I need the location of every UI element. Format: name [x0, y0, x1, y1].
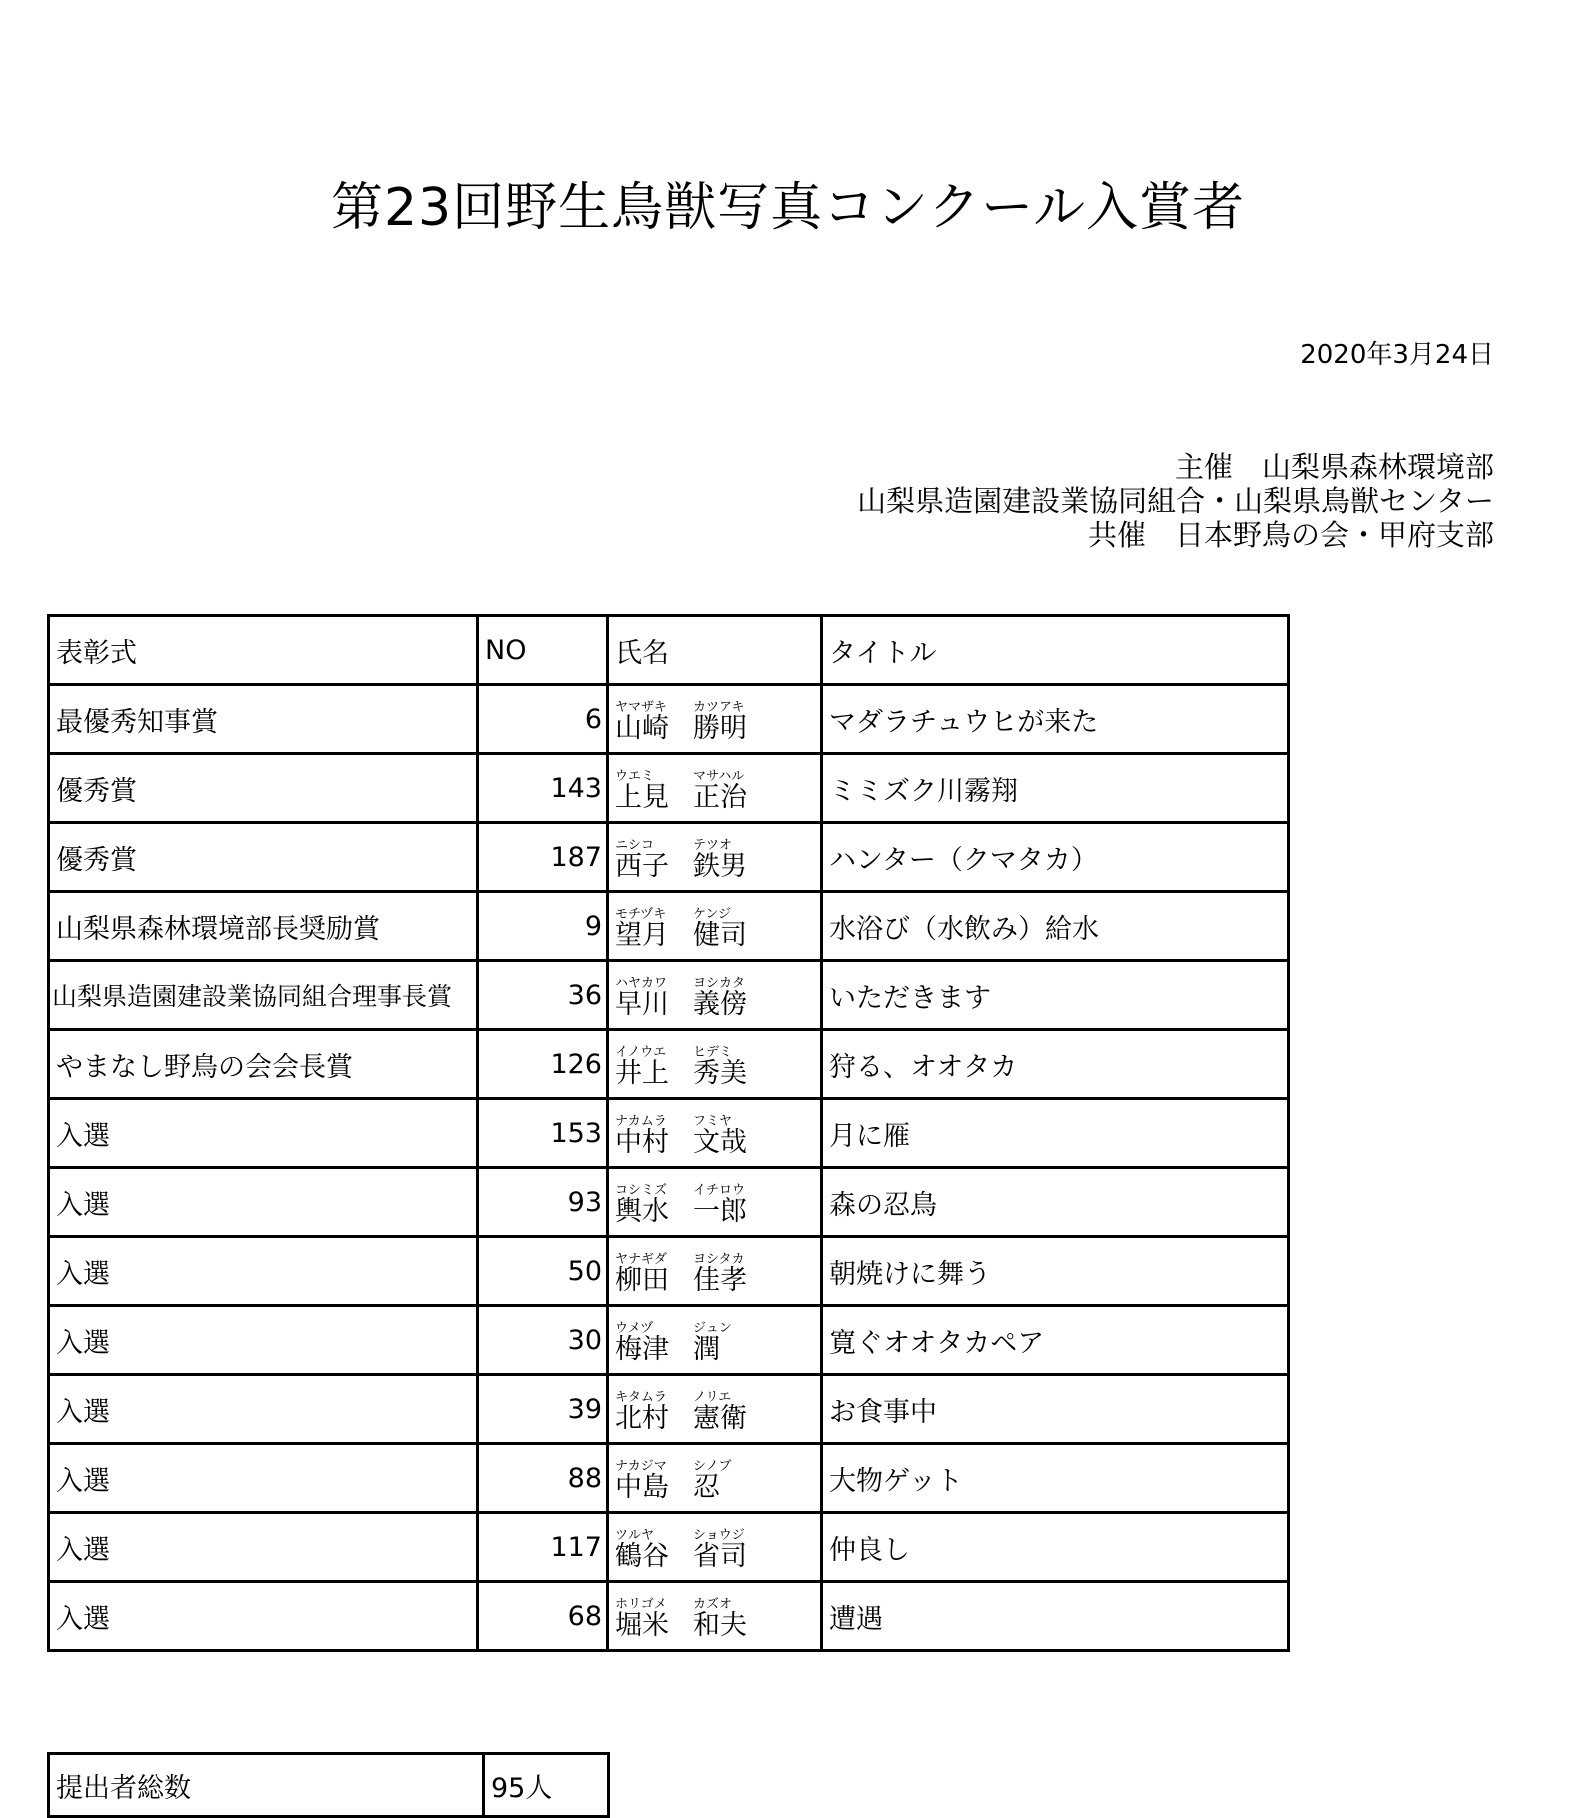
- given-name-kanji: 健司: [693, 920, 747, 951]
- surname: [615, 896, 695, 950]
- table-row: [49, 1582, 1289, 1651]
- photo-title-cell: ハンター（クマタカ）: [822, 823, 1289, 892]
- given-name-kanji: 鉄男: [693, 851, 747, 882]
- organizers-block: [857, 450, 1494, 552]
- surname: [615, 689, 695, 743]
- given-name-kanji: 勝明: [693, 713, 747, 744]
- given-name-kanji: 文哉: [693, 1127, 747, 1158]
- given-name-kanji: 和夫: [693, 1610, 747, 1641]
- given-name-kanji: 一郎: [693, 1196, 747, 1227]
- entry-number-cell: 143: [478, 754, 608, 823]
- award-cell: 入選: [49, 1513, 478, 1582]
- surname-kanji: 鶴谷: [615, 1541, 669, 1572]
- surname-kana: ウエミ: [615, 769, 655, 784]
- photo-title-cell: 大物ゲット: [822, 1444, 1289, 1513]
- surname: [615, 1310, 695, 1364]
- table-row: [49, 1099, 1289, 1168]
- given-name-kana: ケンジ: [693, 907, 732, 922]
- name-cell: [608, 1513, 822, 1582]
- organizer-line-host: 主催 山梨県森林環境部: [1174, 450, 1494, 484]
- given-name: [693, 896, 773, 950]
- given-name: [693, 1034, 773, 1088]
- entry-number-cell: 187: [478, 823, 608, 892]
- given-name-kana: カツアキ: [693, 700, 745, 715]
- given-name-kana: フミヤ: [693, 1114, 733, 1129]
- entry-number-cell: 68: [478, 1582, 608, 1651]
- surname: [615, 827, 695, 881]
- given-name-kanji: 秀美: [693, 1058, 747, 1089]
- photo-title-cell: お食事中: [822, 1375, 1289, 1444]
- entry-number-cell: 36: [478, 961, 608, 1030]
- table-row: [49, 1168, 1289, 1237]
- entry-number-cell: 93: [478, 1168, 608, 1237]
- surname-kanji: 西子: [615, 851, 669, 882]
- header-award: 表彰式: [49, 616, 478, 685]
- name-cell: [608, 1306, 822, 1375]
- entry-number-cell: 117: [478, 1513, 608, 1582]
- given-name-kana: ジュン: [693, 1321, 732, 1336]
- given-name: [693, 1517, 773, 1571]
- name-cell: [608, 823, 822, 892]
- award-cell: 入選: [49, 1444, 478, 1513]
- given-name-kanji: 義傍: [693, 989, 747, 1020]
- given-name-kana: マサハル: [693, 769, 745, 784]
- table-row: [49, 1030, 1289, 1099]
- name-cell: [608, 685, 822, 754]
- award-cell: 山梨県森林環境部長奨励賞: [49, 892, 478, 961]
- surname: [615, 1241, 695, 1295]
- given-name: [693, 1448, 773, 1502]
- given-name: [693, 1310, 773, 1364]
- name-cell: [608, 754, 822, 823]
- name-cell: [608, 1375, 822, 1444]
- given-name: [693, 1103, 773, 1157]
- summary-table: [47, 1752, 610, 1818]
- name-cell: [608, 892, 822, 961]
- photo-title-cell: 月に雁: [822, 1099, 1289, 1168]
- surname-kanji: 柳田: [615, 1265, 669, 1296]
- surname-kana: モチヅキ: [615, 907, 667, 922]
- surname-kanji: 中島: [615, 1472, 669, 1503]
- given-name: [693, 1586, 773, 1640]
- given-name: [693, 1241, 773, 1295]
- name-cell: [608, 1582, 822, 1651]
- award-cell: 入選: [49, 1168, 478, 1237]
- given-name-kana: シノブ: [693, 1459, 732, 1474]
- photo-title-cell: 寛ぐオオタカペア: [822, 1306, 1289, 1375]
- surname-kana: ナカジマ: [615, 1459, 667, 1474]
- surname-kana: ヤナギダ: [615, 1252, 667, 1267]
- given-name-kanji: 潤: [693, 1334, 720, 1365]
- photo-title-cell: 朝焼けに舞う: [822, 1237, 1289, 1306]
- given-name-kana: ヨシタカ: [693, 1252, 745, 1267]
- document-date: 2020年3月24日: [1300, 340, 1494, 370]
- photo-title-cell: 森の忍鳥: [822, 1168, 1289, 1237]
- surname-kana: ウメヅ: [615, 1321, 654, 1336]
- organizer-line-cohost: 山梨県造園建設業協同組合・山梨県鳥獣センター: [857, 484, 1494, 518]
- organizer-line-sponsor: 共催 日本野鳥の会・甲府支部: [1087, 518, 1494, 552]
- given-name: [693, 758, 773, 812]
- surname-kanji: 輿水: [615, 1196, 669, 1227]
- surname-kanji: 早川: [615, 989, 669, 1020]
- surname-kana: コシミズ: [615, 1183, 668, 1198]
- surname-kana: ツルヤ: [615, 1528, 655, 1543]
- surname-kana: ナカムラ: [615, 1114, 667, 1129]
- award-cell: 入選: [49, 1375, 478, 1444]
- entry-number-cell: 6: [478, 685, 608, 754]
- table-row: [49, 1513, 1289, 1582]
- photo-title-cell: 狩る、オオタカ: [822, 1030, 1289, 1099]
- award-cell: 入選: [49, 1306, 478, 1375]
- given-name-kana: イチロウ: [693, 1183, 746, 1198]
- given-name-kana: ショウジ: [693, 1528, 745, 1543]
- surname-kanji: 中村: [615, 1127, 669, 1158]
- table-row: [49, 1237, 1289, 1306]
- award-cell: 最優秀知事賞: [49, 685, 478, 754]
- photo-title-cell: ミミズク川霧翔: [822, 754, 1289, 823]
- given-name: [693, 1379, 773, 1433]
- award-cell: 入選: [49, 1099, 478, 1168]
- given-name-kanji: 忍: [693, 1472, 720, 1503]
- given-name-kana: カズオ: [693, 1597, 733, 1612]
- page-title: 第23回野生鳥獣写真コンクール入賞者: [330, 178, 1246, 238]
- entry-number-cell: 39: [478, 1375, 608, 1444]
- award-cell: 入選: [49, 1582, 478, 1651]
- header-no: NO: [478, 616, 608, 685]
- table-row: [49, 685, 1289, 754]
- surname-kanji: 上見: [615, 782, 669, 813]
- award-cell: 優秀賞: [49, 754, 478, 823]
- summary-row: [49, 1754, 609, 1817]
- entry-number-cell: 50: [478, 1237, 608, 1306]
- table-row: [49, 1375, 1289, 1444]
- table-row: [49, 823, 1289, 892]
- name-cell: [608, 1237, 822, 1306]
- summary-label: 提出者総数: [49, 1754, 484, 1817]
- entry-number-cell: 30: [478, 1306, 608, 1375]
- entry-number-cell: 9: [478, 892, 608, 961]
- surname-kanji: 梅津: [615, 1334, 669, 1365]
- given-name: [693, 1172, 773, 1226]
- surname: [615, 1379, 695, 1433]
- award-cell: 入選: [49, 1237, 478, 1306]
- photo-title-cell: 仲良し: [822, 1513, 1289, 1582]
- photo-title-cell: 水浴び（水飲み）給水: [822, 892, 1289, 961]
- photo-title-cell: マダラチュウヒが来た: [822, 685, 1289, 754]
- table-row: [49, 1306, 1289, 1375]
- given-name-kanji: 佳孝: [693, 1265, 747, 1296]
- surname: [615, 1103, 695, 1157]
- name-cell: [608, 1168, 822, 1237]
- given-name-kanji: 省司: [693, 1541, 747, 1572]
- surname: [615, 1517, 695, 1571]
- awards-table: [47, 614, 1290, 1652]
- surname-kanji: 井上: [615, 1058, 669, 1089]
- surname: [615, 965, 695, 1019]
- table-row: [49, 961, 1289, 1030]
- surname-kana: ハヤカワ: [615, 976, 668, 991]
- table-row: [49, 754, 1289, 823]
- name-cell: [608, 1099, 822, 1168]
- surname: [615, 1586, 695, 1640]
- entry-number-cell: 153: [478, 1099, 608, 1168]
- header-name: 氏名: [608, 616, 822, 685]
- table-header-row: [49, 616, 1289, 685]
- given-name: [693, 965, 773, 1019]
- name-cell: [608, 1444, 822, 1513]
- award-cell: やまなし野鳥の会会長賞: [49, 1030, 478, 1099]
- award-cell: 山梨県造園建設業協同組合理事長賞: [49, 961, 478, 1030]
- surname-kana: ホリゴメ: [615, 1597, 667, 1612]
- award-cell: 優秀賞: [49, 823, 478, 892]
- table-row: [49, 1444, 1289, 1513]
- name-cell: [608, 961, 822, 1030]
- given-name-kanji: 正治: [693, 782, 747, 813]
- header-title: タイトル: [822, 616, 1289, 685]
- given-name-kana: テツオ: [693, 838, 732, 853]
- surname-kanji: 山崎: [615, 713, 669, 744]
- photo-title-cell: 遭遇: [822, 1582, 1289, 1651]
- surname: [615, 758, 695, 812]
- summary-value: 95人: [484, 1754, 609, 1817]
- surname-kanji: 堀米: [615, 1610, 669, 1641]
- surname-kana: ヤマザキ: [615, 700, 668, 715]
- surname-kanji: 北村: [615, 1403, 669, 1434]
- given-name: [693, 689, 773, 743]
- table-row: [49, 892, 1289, 961]
- surname: [615, 1172, 695, 1226]
- given-name: [693, 827, 773, 881]
- given-name-kana: ヒデミ: [693, 1045, 733, 1060]
- surname-kana: キタムラ: [615, 1390, 667, 1405]
- surname: [615, 1448, 695, 1502]
- surname: [615, 1034, 695, 1088]
- given-name-kana: ノリエ: [693, 1390, 732, 1405]
- given-name-kanji: 憲衛: [693, 1403, 747, 1434]
- given-name-kana: ヨシカタ: [693, 976, 746, 991]
- name-cell: [608, 1030, 822, 1099]
- surname-kanji: 望月: [615, 920, 669, 951]
- entry-number-cell: 88: [478, 1444, 608, 1513]
- surname-kana: イノウエ: [615, 1045, 667, 1060]
- surname-kana: ニシコ: [615, 838, 655, 853]
- entry-number-cell: 126: [478, 1030, 608, 1099]
- photo-title-cell: いただきます: [822, 961, 1289, 1030]
